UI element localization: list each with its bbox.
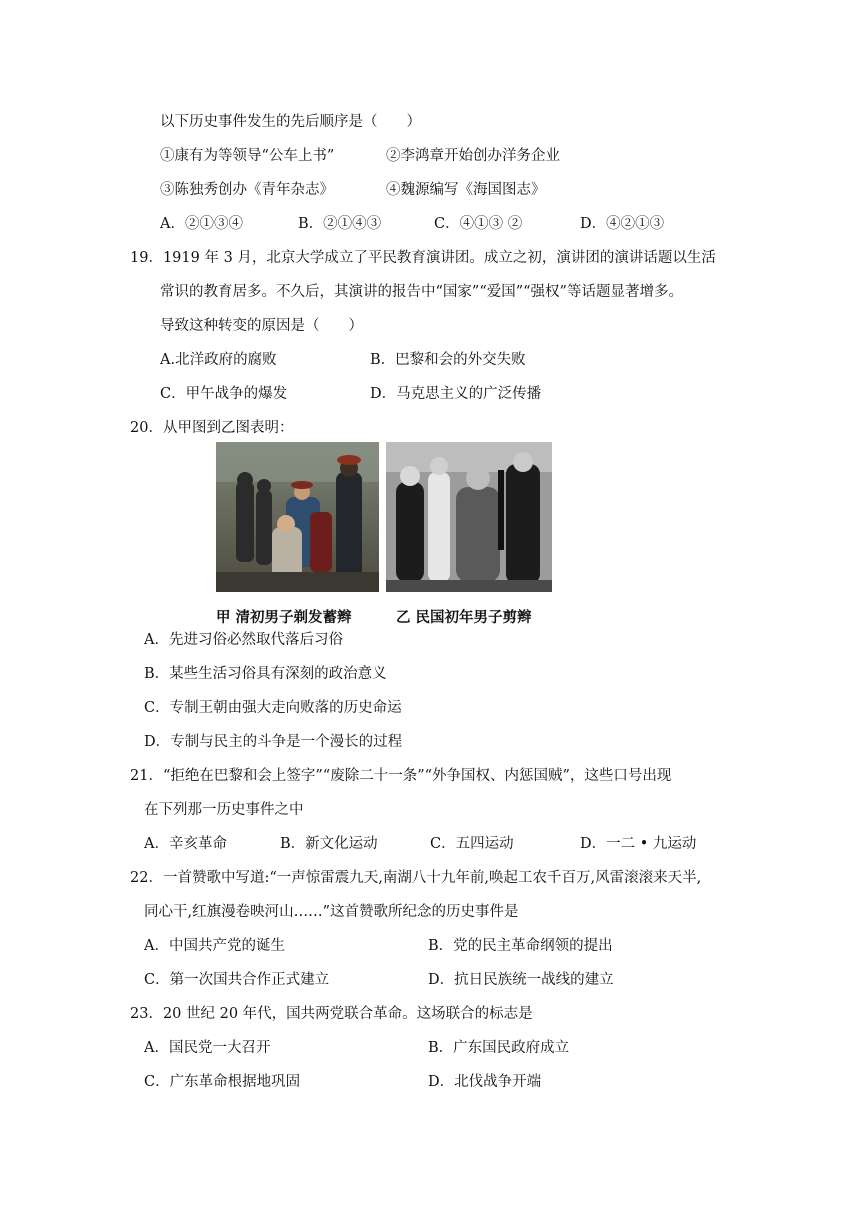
q22-option-d: D．抗日民族统一战线的建立 [428,972,614,988]
q18-option-a: A．②①③④ [160,216,243,232]
q20-option-d: D．专制与民主的斗争是一个漫长的过程 [144,734,403,750]
photo-yi-queue-cutting [386,442,552,592]
q19-stem-line-1: 19．1919 年 3 月，北京大学成立了平民教育演讲团。成立之初，演讲团的演讲话题以生活 [130,250,716,266]
q20-option-c: C．专制王朝由强大走向败落的历史命运 [144,700,402,716]
q19-option-b: B．巴黎和会的外交失败 [370,352,526,368]
q21-stem-line-1: 21．“拒绝在巴黎和会上签字”“废除二十一条”“外争国权、内惩国贼”，这些口号出现 [130,768,672,784]
caption-yi: 乙 民国初年男子剪辫 [396,610,532,626]
photo-jia-painting [216,442,379,592]
photo-jia-queue-shaving [216,442,379,592]
q23-option-d: D．北伐战争开端 [428,1074,542,1090]
q19-stem-line-2: 常识的教育居多。不久后，其演讲的报告中“国家”“爱国”“强权”等话题显著增多。 [160,284,683,300]
q20-option-a: A．先进习俗必然取代落后习俗 [144,632,343,648]
photo-yi-photograph [386,442,552,592]
q18-item-3: ③陈独秀创办《青年杂志》 [160,182,334,198]
q21-stem-line-2: 在下列那一历史事件之中 [144,802,304,818]
q19-stem-line-3: 导致这种转变的原因是（ ） [160,318,363,334]
q22-option-a: A．中国共产党的诞生 [144,938,285,954]
q22-stem-line-2: 同心干,红旗漫卷映河山……”这首赞歌所纪念的历史事件是 [144,904,519,920]
q20-option-b: B．某些生活习俗具有深刻的政治意义 [144,666,387,682]
q18-option-c: C．④①③ ② [434,216,523,232]
q22-stem-line-1: 22．一首赞歌中写道:“一声惊雷震九天,南湖八十九年前,唤起工农千百万,风雷滚滚来天半, [130,870,702,886]
q22-option-b: B．党的民主革命纲领的提出 [428,938,613,954]
q18-option-d: D．④②①③ [580,216,665,232]
q23-option-a: A．国民党一大召开 [144,1040,271,1056]
q18-item-2: ②李鸿章开始创办洋务企业 [386,148,560,164]
q18-option-b: B．②①④③ [298,216,382,232]
q18-item-1: ①康有为等领导“公车上书” [160,148,335,164]
q21-option-a: A．辛亥革命 [144,836,227,852]
caption-jia: 甲 清初男子剃发蓄辫 [216,610,352,626]
q18-item-4: ④魏源编写《海国图志》 [386,182,546,198]
q23-option-c: C．广东革命根据地巩固 [144,1074,301,1090]
q23-option-b: B．广东国民政府成立 [428,1040,570,1056]
q19-option-d: D．马克思主义的广泛传播 [370,386,542,402]
q18-stem: 以下历史事件发生的先后顺序是（ ） [160,114,421,130]
q22-option-c: C．第一次国共合作正式建立 [144,972,330,988]
q21-option-c: C．五四运动 [430,836,514,852]
q21-option-b: B．新文化运动 [280,836,378,852]
q20-stem: 20．从甲图到乙图表明： [130,420,294,436]
q23-stem: 23．20 世纪 20 年代，国共两党联合革命。这场联合的标志是 [130,1006,533,1022]
q21-option-d: D．一二 • 九运动 [580,836,697,852]
q19-option-a: A.北洋政府的腐败 [160,352,277,368]
q19-option-c: C．甲午战争的爆发 [160,386,288,402]
